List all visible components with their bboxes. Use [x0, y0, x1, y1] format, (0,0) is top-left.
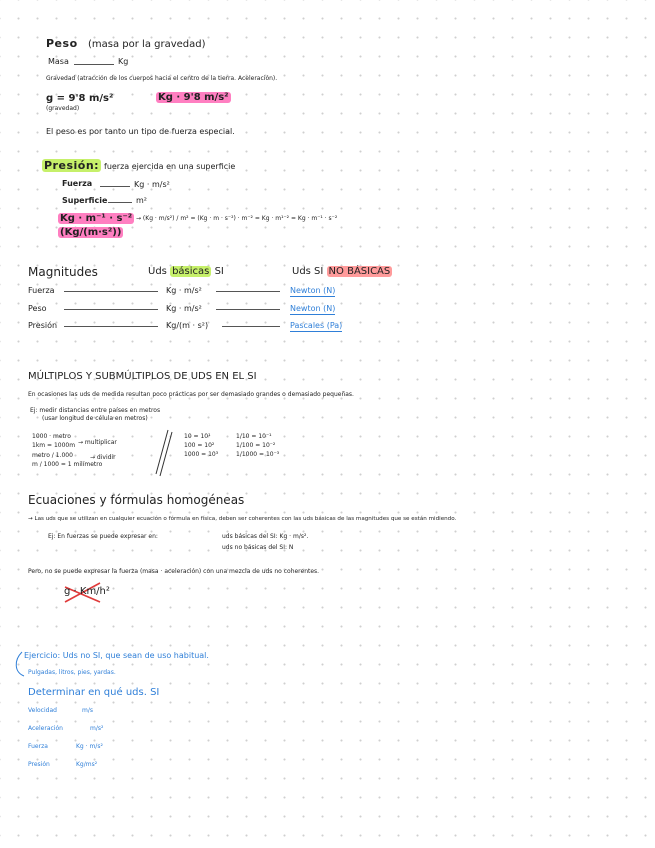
determinar-title: Determinar en qué uds. SI: [28, 687, 160, 698]
ej-presion-unit: Kg/ms²: [76, 761, 98, 768]
ej-aceleracion-name: Aceleración: [28, 725, 63, 732]
g-sub: (gravedad): [46, 105, 80, 112]
left-line-2: 1km = 1000m: [32, 442, 76, 449]
ecuaciones-line2b: uds no básicas del SI: N: [222, 544, 294, 551]
left-line-4: m / 1000 = 1 milímetro: [32, 461, 103, 468]
crossed-units: g · Km/h²: [64, 586, 110, 597]
ejercicio-sub: Pulgadas, litros, pies, yardas.: [28, 669, 116, 676]
right-line-2: 1/100 = 10⁻²: [236, 442, 276, 449]
row-presion-derived: Pascales (Pa): [290, 321, 343, 330]
row-peso-derived: Newton (N): [290, 304, 336, 313]
row-fuerza-derived: Newton (N): [290, 286, 336, 295]
kg-value: Kg · 9'8 m/s²: [158, 92, 229, 103]
left-line-1: 1000 · metro: [32, 433, 71, 440]
right-line-1: 1/10 = 10⁻¹: [236, 433, 272, 440]
presion-formula-alt: (Kg/(m·s²)): [60, 227, 122, 238]
ecuaciones-line2: Ej: En fuerzas se puede expresar en:: [48, 533, 158, 540]
presion-formula-main: Kg · m⁻¹ · s⁻²: [60, 213, 133, 224]
uds-no-basicas-header: Uds SI NO BÁSICAS: [292, 266, 391, 277]
peso-title: Peso: [46, 37, 78, 50]
ecuaciones-line2a: uds básicas del SI: Kg · m/s².: [222, 533, 309, 540]
ej-velocidad-unit: m/s: [82, 707, 93, 714]
ej-aceleracion-unit: m/s²: [90, 725, 104, 732]
fuerza-label: Fuerza: [62, 179, 93, 188]
row-fuerza-basic: Kg · m/s²: [166, 286, 202, 295]
mid-line-1: 10 = 10¹: [184, 433, 211, 440]
magnitudes-header: Magnitudes: [28, 265, 98, 279]
masa-label: Masa: [48, 57, 69, 66]
ej-fuerza-unit: Kg · m/s²: [76, 743, 103, 750]
multiplos-example2: (usar longitud de célula en metros): [42, 415, 148, 422]
peso-subtitle: (masa por la gravedad): [88, 39, 206, 50]
ecuaciones-line3: Pero, no se puede expresar la fuerza (masa · aceleración) con una mezcla de uds no coherentes.: [28, 568, 320, 575]
superficie-unit: m²: [136, 196, 147, 205]
presion-title: Presión:: [44, 159, 100, 172]
presion-formula-rest: → (Kg · m/s²) / m² = (Kg · m · s⁻²) · m⁻² = Kg · m¹⁻² = Kg · m⁻¹ · s⁻²: [136, 215, 338, 222]
right-line-3: 1/1000 = 10⁻³: [236, 451, 280, 458]
ej-velocidad-name: Velocidad: [28, 707, 57, 714]
ejercicio-title: Ejercicio: Uds no SI, que sean de uso habitual.: [24, 651, 209, 660]
row-fuerza-name: Fuerza: [28, 286, 55, 295]
g-value: g = 9'8 m/s²: [46, 93, 114, 104]
multiplos-title: MÚLTIPLOS Y SUBMÚLTIPLOS DE UDS EN EL SI: [28, 371, 257, 382]
uds-basicas-header: Uds básicas SI: [148, 266, 224, 277]
superficie-label: Superficie: [62, 196, 108, 205]
fuerza-note: El peso es por tanto un tipo de fuerza especial.: [46, 127, 235, 136]
row-presion-name: Presión: [28, 321, 58, 330]
arrow-dividir: → dividir: [90, 454, 116, 461]
gravedad-note: Gravedad (atracción de los cuerpos hacia el centro de la tierra. Aceleración).: [46, 75, 278, 82]
presion-desc: fuerza ejercida en una superficie: [104, 162, 236, 171]
mid-line-2: 100 = 10²: [184, 442, 215, 449]
row-presion-basic: Kg/(m · s²): [166, 321, 209, 330]
ej-fuerza-name: Fuerza: [28, 743, 48, 750]
row-peso-basic: Kg · m/s²: [166, 304, 202, 313]
masa-unit: Kg: [118, 57, 129, 66]
row-peso-name: Peso: [28, 304, 47, 313]
ecuaciones-line1: → Las uds que se utilizan en cualquier ecuación o fórmula en física, deben ser coherentes con las uds básicas de las magnitudes que se están midiendo.: [28, 516, 457, 522]
arrow-multiplicar: → multiplicar: [78, 439, 117, 446]
left-line-3: metro / 1.000: [32, 452, 73, 459]
ecuaciones-title: Ecuaciones y fórmulas homogéneas: [28, 493, 245, 507]
mid-line-3: 1000 = 10³: [184, 451, 219, 458]
multiplos-intro: En ocasiones las uds de medida resultan poco prácticas por ser demasiado grandes o demasiado pequeñas.: [28, 391, 354, 398]
fuerza-unit: Kg · m/s²: [134, 180, 170, 189]
ej-presion-name: Presión: [28, 761, 50, 768]
ejercicio-bracket: [16, 652, 24, 676]
multiplos-example: Ej: medir distancias entre países en metros: [30, 407, 161, 414]
